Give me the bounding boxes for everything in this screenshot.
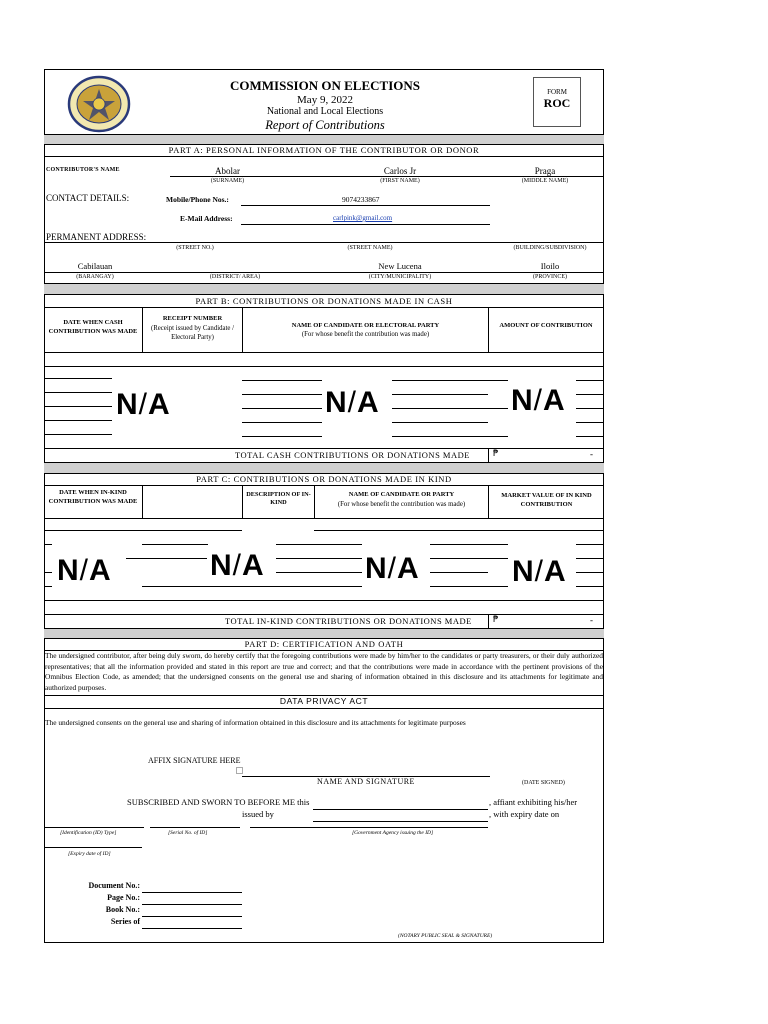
building-caption: (BUILDING/SUBDIVISION) bbox=[513, 245, 587, 251]
receipt-header: RECEIPT NUMBER bbox=[162, 315, 223, 322]
row-line bbox=[576, 572, 604, 573]
part-a-title: PART A: PERSONAL INFORMATION OF THE CONTRIBUTOR OR DONOR bbox=[168, 145, 480, 155]
election-name: National and Local Elections bbox=[266, 106, 384, 117]
comelec-seal-logo bbox=[60, 75, 138, 133]
city-value[interactable]: New Lucena bbox=[378, 261, 422, 271]
book-no-label: Book No.: bbox=[105, 905, 140, 914]
inkind-total-value: - bbox=[590, 615, 593, 625]
cash-total-value: - bbox=[590, 449, 593, 459]
privacy-title: DATA PRIVACY ACT bbox=[279, 696, 369, 706]
row-line bbox=[488, 586, 508, 587]
divider bbox=[44, 518, 604, 519]
id-type-line[interactable] bbox=[44, 827, 144, 828]
inkind-date-header: DATE WHEN IN-KIND CONTRIBUTION WAS MADE bbox=[48, 489, 138, 505]
row-line bbox=[242, 436, 322, 437]
row-line bbox=[242, 408, 322, 409]
col-divider bbox=[242, 307, 243, 352]
cash-date-header: DATE WHEN CASH CONTRIBUTION WAS MADE bbox=[48, 319, 138, 335]
inkind-total-label: TOTAL IN-KIND CONTRIBUTIONS OR DONATIONS MADE bbox=[225, 616, 472, 626]
form-label: FORM bbox=[547, 88, 567, 96]
locality-underline bbox=[44, 272, 603, 273]
row-line bbox=[142, 544, 208, 545]
barangay-value[interactable]: Cabilauan bbox=[77, 261, 113, 271]
row-line bbox=[314, 558, 362, 559]
row-line bbox=[142, 530, 242, 531]
part-d-title: PART D: CERTIFICATION AND OATH bbox=[244, 639, 404, 649]
certification-text: The undersigned contributor, after being duly sworn, do hereby certify that the foregoing contributions were made by him/her to the candidates or party treasurers, or their duly authorized representatives; that all the information provided and stated in this report are true and correct; and that the contributions were made in accordance with the pertinent provisions of the Omnibus Election Code, as amended; that the undersigned consents on the general use and sharing of information obtained in this disclosure and its attachments for legitimate and authorized purposes. bbox=[45, 651, 603, 692]
issued-by-text: issued by bbox=[242, 809, 274, 819]
surname-value[interactable]: Abolar bbox=[215, 166, 240, 176]
row-line bbox=[242, 394, 322, 395]
election-date: May 9, 2022 bbox=[297, 94, 353, 106]
row-line bbox=[314, 572, 362, 573]
barangay-caption: (BARANGAY) bbox=[76, 274, 114, 280]
row-line bbox=[392, 408, 488, 409]
part-b-title: PART B: CONTRIBUTIONS OR DONATIONS MADE IN CASH bbox=[195, 296, 453, 306]
row-line bbox=[576, 544, 604, 545]
row-line bbox=[576, 586, 604, 587]
email-label: E-Mail Address: bbox=[180, 214, 233, 223]
inkind-market-na: N/A bbox=[509, 555, 570, 589]
inkind-candidate-na: N/A bbox=[362, 552, 423, 586]
phone-value[interactable]: 9074233867 bbox=[342, 195, 380, 204]
col-divider bbox=[142, 485, 143, 518]
address-label: PERMANENT ADDRESS: bbox=[46, 232, 147, 242]
peso-sign: ₱ bbox=[493, 615, 499, 625]
sworn-date-line[interactable] bbox=[313, 809, 488, 810]
row-line bbox=[44, 530, 142, 531]
row-line bbox=[314, 600, 488, 601]
row-line bbox=[488, 558, 508, 559]
serial-caption: [Serial No. of ID] bbox=[168, 830, 208, 836]
inkind-candidate-header: NAME OF CANDIDATE OR PARTY bbox=[348, 491, 455, 498]
cash-amount-na: N/A bbox=[508, 384, 569, 418]
row-line bbox=[488, 436, 508, 437]
cash-candidate-subheader: (For whose benefit the contribution was made) bbox=[301, 331, 430, 338]
book-no-line[interactable] bbox=[142, 916, 242, 917]
district-caption: (DISTRICT/ AREA) bbox=[209, 274, 261, 280]
row-line bbox=[44, 600, 142, 601]
expiry-date-caption: [Expiry date of ID] bbox=[68, 851, 111, 857]
row-line bbox=[488, 408, 508, 409]
name-signature-caption: NAME AND SIGNATURE bbox=[317, 777, 415, 786]
row-line bbox=[44, 392, 112, 393]
row-line bbox=[392, 436, 488, 437]
notary-seal-caption: (NOTARY PUBLIC SEAL & SIGNATURE) bbox=[398, 933, 493, 939]
affix-signature-label: AFFIX SIGNATURE HERE bbox=[148, 756, 241, 765]
col-divider bbox=[488, 614, 489, 628]
row-line bbox=[44, 544, 52, 545]
row-line bbox=[488, 544, 508, 545]
row-line bbox=[44, 434, 112, 435]
row-line bbox=[576, 408, 604, 409]
divider bbox=[44, 156, 604, 157]
privacy-text: The undersigned consents on the general use and sharing of information obtained in this disclosure and its attachments for legitimate purposes bbox=[45, 718, 466, 727]
inkind-candidate-subheader: (For whose benefit the contribution was made) bbox=[337, 501, 466, 508]
row-line bbox=[430, 544, 488, 545]
series-line[interactable] bbox=[142, 928, 242, 929]
part-c-title: PART C: CONTRIBUTIONS OR DONATIONS MADE IN KIND bbox=[196, 474, 452, 484]
expiry-date-line[interactable] bbox=[44, 847, 142, 848]
cash-receipt-na: N/A bbox=[113, 388, 174, 422]
inkind-description-na: N/A bbox=[207, 549, 268, 583]
middle-name-caption: (MIDDLE NAME) bbox=[521, 178, 569, 184]
city-caption: (CITY/MUNICIPALITY) bbox=[368, 274, 432, 280]
row-line bbox=[276, 544, 314, 545]
document-no-line[interactable] bbox=[142, 892, 242, 893]
contact-label: CONTACT DETAILS: bbox=[46, 193, 130, 203]
form-code: ROC bbox=[543, 96, 571, 110]
first-name-caption: (FIRST NAME) bbox=[380, 178, 420, 184]
row-line bbox=[142, 558, 208, 559]
row-line bbox=[276, 572, 314, 573]
first-name-value[interactable]: Carlos Jr bbox=[383, 166, 417, 176]
cash-candidate-na: N/A bbox=[322, 386, 383, 420]
row-line bbox=[430, 586, 488, 587]
divider bbox=[44, 614, 604, 615]
row-line bbox=[488, 600, 604, 601]
part-d-band bbox=[44, 628, 604, 639]
row-line bbox=[44, 406, 112, 407]
row-line bbox=[576, 394, 604, 395]
divider bbox=[44, 307, 604, 308]
signature-marker bbox=[236, 767, 243, 774]
divider bbox=[44, 448, 604, 449]
issued-by-line[interactable] bbox=[313, 821, 488, 822]
province-caption: (PROVINCE) bbox=[533, 274, 567, 280]
row-line bbox=[392, 394, 488, 395]
affiant-text: , affiant exhibiting his/her bbox=[489, 797, 578, 807]
document-no-label: Document No.: bbox=[88, 881, 140, 890]
col-divider bbox=[488, 307, 489, 352]
serial-line[interactable] bbox=[150, 827, 240, 828]
date-signed-caption: (DATE SIGNED) bbox=[522, 780, 565, 786]
row-line bbox=[430, 558, 488, 559]
form-code-box bbox=[533, 77, 581, 127]
row-line bbox=[142, 586, 242, 587]
surname-caption: (SURNAME) bbox=[210, 178, 245, 184]
row-line bbox=[44, 586, 52, 587]
page-no-line[interactable] bbox=[142, 904, 242, 905]
row-line bbox=[488, 380, 508, 381]
page-no-label: Page No.: bbox=[107, 893, 140, 902]
row-line bbox=[126, 558, 142, 559]
expiry-text: , with expiry date on bbox=[489, 809, 560, 819]
cash-candidate-header: NAME OF CANDIDATE OR ELECTORAL PARTY bbox=[291, 322, 440, 329]
street-no-caption: (STREET NO.) bbox=[176, 245, 214, 251]
cash-total-label: TOTAL CASH CONTRIBUTIONS OR DONATIONS MADE bbox=[235, 450, 470, 460]
name-underline bbox=[170, 176, 603, 177]
row-line bbox=[576, 380, 604, 381]
province-value[interactable]: Iloilo bbox=[540, 261, 560, 271]
row-line bbox=[392, 380, 488, 381]
part-b-band bbox=[44, 283, 604, 295]
middle-name-value[interactable]: Praga bbox=[534, 166, 556, 176]
email-link[interactable]: carlpink@gmail.com bbox=[333, 214, 393, 222]
row-line bbox=[142, 600, 242, 601]
series-label: Series of bbox=[110, 917, 140, 926]
row-line bbox=[576, 422, 604, 423]
row-line bbox=[242, 586, 314, 587]
part-c-band bbox=[44, 462, 604, 474]
contributor-label: CONTRIBUTOR'S NAME bbox=[46, 167, 120, 173]
id-type-caption: [Identification (ID) Type] bbox=[60, 830, 117, 836]
row-line bbox=[242, 422, 322, 423]
row-line bbox=[44, 420, 112, 421]
row-line bbox=[392, 422, 488, 423]
row-line bbox=[314, 586, 362, 587]
inkind-date-na: N/A bbox=[54, 554, 115, 588]
address-underline bbox=[44, 242, 603, 243]
inkind-description-header: DESCRIPTION OF IN-KIND bbox=[246, 491, 311, 506]
divider bbox=[44, 366, 604, 367]
col-divider bbox=[488, 448, 489, 462]
divider bbox=[44, 352, 604, 353]
receipt-subheader: (Receipt issued by Candidate / Electoral Party) bbox=[150, 325, 235, 341]
agency-caption: [Government Agency issuing the ID] bbox=[352, 830, 434, 836]
row-line bbox=[242, 600, 314, 601]
divider bbox=[44, 708, 604, 709]
peso-sign: ₱ bbox=[493, 449, 499, 459]
phone-underline bbox=[241, 205, 490, 206]
phone-label: Mobile/Phone Nos.: bbox=[166, 195, 229, 204]
row-line bbox=[314, 544, 362, 545]
agency-line[interactable] bbox=[250, 827, 488, 828]
report-title: Report of Contributions bbox=[265, 118, 385, 132]
cash-amount-header: AMOUNT OF CONTRIBUTION bbox=[499, 322, 593, 329]
row-line bbox=[44, 378, 112, 379]
row-line bbox=[488, 530, 604, 531]
row-line bbox=[44, 572, 52, 573]
row-line bbox=[430, 572, 488, 573]
row-line bbox=[576, 436, 604, 437]
email-underline bbox=[241, 224, 490, 225]
street-name-caption: (STREET NAME) bbox=[347, 245, 393, 251]
agency-title: COMMISSION ON ELECTIONS bbox=[230, 78, 420, 93]
sworn-text: SUBSCRIBED AND SWORN TO BEFORE ME this bbox=[127, 797, 310, 807]
row-line bbox=[276, 558, 314, 559]
row-line bbox=[576, 558, 604, 559]
divider bbox=[44, 485, 604, 486]
part-a-band bbox=[44, 134, 604, 145]
row-line bbox=[242, 380, 322, 381]
row-line bbox=[314, 530, 488, 531]
inkind-market-header: MARKET VALUE OF IN KIND CONTRIBUTION bbox=[501, 492, 592, 508]
